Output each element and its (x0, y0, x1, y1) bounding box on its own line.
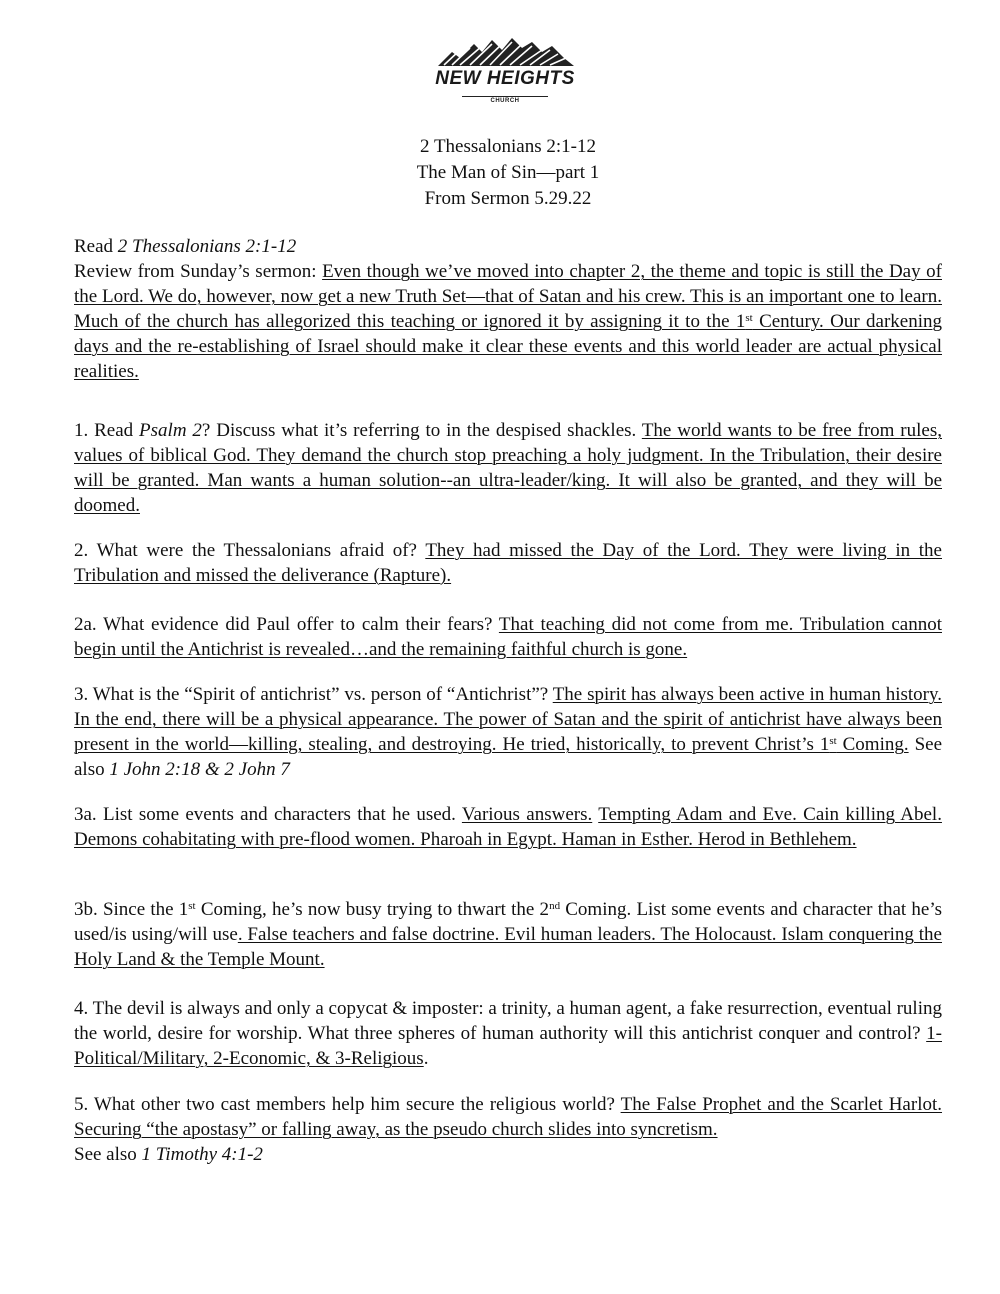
logo-name: NEW HEIGHTS (435, 68, 575, 89)
read-line: Read 2 Thessalonians 2:1-12 (74, 236, 297, 257)
heading-passage: 2 Thessalonians 2:1-12 (420, 136, 596, 157)
q3a-answer: Tempting Adam and Eve. Cain killing Abel. Demons cohabitating with pre-flood women. Pharoah in Egypt. Haman in Esther. Herod in Bethlehem. (74, 804, 942, 850)
q2a-answer: That teaching did not come from me. Tribulation cannot begin until the Antichrist is revealed…and the remaining faithful church is gone. (74, 614, 942, 660)
q3a-answer-intro: Various answers. (461, 804, 593, 825)
q4-answer: 1-Political/Military, 2-Economic, & 3-Religious (74, 1023, 942, 1069)
question-1: 1. Read Psalm 2? Discuss what it’s referring to in the despised shackles. The world wants to be free from rules, values of biblical God. They demand the church stop preaching a holy judgment. In the Tribulation, their desire will be granted. Man wants a human solution--an ultra-leader/king. It will also be granted, and they will be doomed. (74, 420, 942, 516)
question-4: 4. The devil is always and only a copycat & imposter: a trinity, a human agent, a fake resurrection, eventual ruling the world, desire for worship. What three spheres of human authority will this antichrist conquer and control? 1-Political/Military, 2-Economic, & 3-Religious. (74, 998, 942, 1069)
review-paragraph: Review from Sunday’s sermon: Even though we’ve moved into chapter 2, the theme and topic is still the Day of the Lord. We do, however, now get a new Truth Set—that of Satan and his crew. This is an important one to learn. Much of the church has allegorized this teaching or ignored it by assigning it to the 1st Century. Our darkening days and the re-establishing of Israel should make it clear these events and this world leader are actual physical realities. (74, 261, 943, 382)
logo-rule (462, 96, 548, 97)
q5-reference: 1 Timothy 4:1-2 (141, 1144, 263, 1165)
review-answer: Even though we’ve moved into chapter 2, the theme and topic is still the Day of the Lord. We do, however, now get a new Truth Set—that of Satan and his crew. This is an important one to learn. Much of the church has allegorized this teaching or ignored it by assigning it to the 1st Century. Our darkening days and the re-establishing of Israel should make it clear these events and this world leader are actual physical realities. (74, 261, 943, 382)
heading-sermon-date: From Sermon 5.29.22 (424, 188, 592, 209)
q3-answer: The spirit has always been active in human history. In the end, there will be a physical appearance. The power of Satan and the spirit of antichrist have always been present in the world—killing, stealing, and destroying. He tried, historically, to prevent Christ’s 1st Coming. (74, 684, 942, 755)
q5-see-also: See also 1 Timothy 4:1-2 (74, 1144, 263, 1165)
q1-answer: The world wants to be free from rules, values of biblical God. They demand the church stop preaching a holy judgment. In the Tribulation, their desire will be granted. Man wants a human solution--an ultra-leader/king. It will also be granted, and they will be doomed. (74, 420, 942, 516)
read-reference: 2 Thessalonians 2:1-12 (117, 236, 297, 257)
question-5: 5. What other two cast members help him secure the religious world? The False Prophet and the Scarlet Harlot. Securing “the apostasy” or falling away, as the pseudo church slides into syncretism. See also 1 Timothy 4:1-2 (74, 1094, 943, 1165)
mountain-logo-icon (430, 34, 580, 68)
question-3a: 3a. List some events and characters that he used. Various answers. Tempting Adam and Eve. Cain killing Abel. Demons cohabitating with pre-flood women. Pharoah in Egypt. Haman in Esther. Herod in Bethlehem. (74, 804, 942, 850)
q1-reference: Psalm 2 (139, 420, 202, 441)
logo-subtitle: CHURCH (490, 98, 520, 104)
question-2a: 2a. What evidence did Paul offer to calm their fears? That teaching did not come from me. Tribulation cannot begin until the Antichrist is revealed…and the remaining faithful church is gone. (74, 614, 942, 660)
question-3b: 3b. Since the 1st Coming, he’s now busy trying to thwart the 2nd Coming. List some events and character that he’s used/is using/will use. False teachers and false doctrine. Evil human leaders. The Holocaust. Islam conquering the Holy Land & the Temple Mount. (74, 899, 942, 970)
q3b-answer: . False teachers and false doctrine. Evil human leaders. The Holocaust. Islam conquering the Holy Land & the Temple Mount. (74, 924, 942, 970)
question-3: 3. What is the “Spirit of antichrist” vs. person of “Antichrist”? The spirit has always been active in human history. In the end, there will be a physical appearance. The power of Satan and the spirit of antichrist have always been present in the world—killing, stealing, and destroying. He tried, historically, to prevent Christ’s 1st Coming. See also 1 John 2:18 & 2 John 7 (74, 684, 942, 780)
q3-reference: 1 John 2:18 & 2 John 7 (109, 759, 290, 780)
q5-answer: The False Prophet and the Scarlet Harlot. Securing “the apostasy” or falling away, as the pseudo church slides into syncretism. (74, 1094, 943, 1140)
intro-section (74, 234, 942, 384)
church-logo (430, 34, 580, 114)
question-2: 2. What were the Thessalonians afraid of? They had missed the Day of the Lord. They were living in the Tribulation and missed the deliverance (Rapture). (74, 540, 942, 586)
document-heading (74, 134, 942, 212)
q2-answer: They had missed the Day of the Lord. They were living in the Tribulation and missed the deliverance (Rapture). (74, 540, 942, 586)
heading-title: The Man of Sin—part 1 (416, 162, 600, 183)
